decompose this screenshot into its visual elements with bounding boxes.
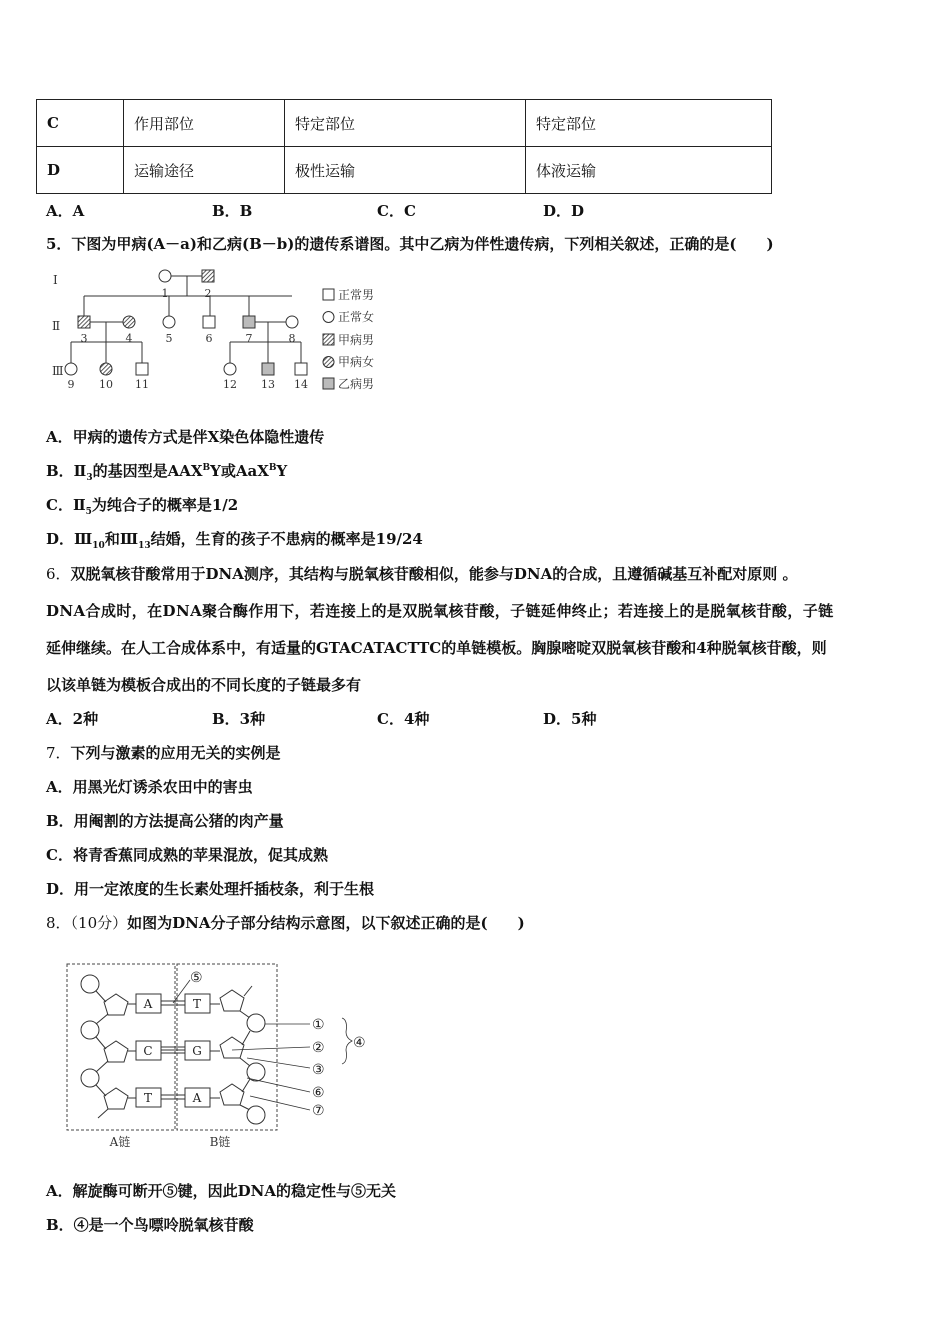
- table-cell: D: [37, 147, 124, 194]
- q5-option-c: C．$Ⅱ_5$为纯合子的概率是1/2: [46, 496, 239, 517]
- q5-option-d: D．$Ⅲ_{10}$和$Ⅲ_{13}$结婚，生育的孩子不患病的概率是19/24: [46, 530, 423, 551]
- legend-label: 正常男: [338, 288, 375, 302]
- table-row: [37, 147, 772, 194]
- individual-2: [202, 270, 214, 282]
- individual-number: 10: [99, 378, 113, 391]
- legend-label: 乙病男: [338, 377, 375, 391]
- marker-4: ④: [353, 1035, 366, 1051]
- individual-number: 14: [294, 378, 308, 391]
- individual-number: 3: [80, 332, 88, 345]
- legend-symbol: [323, 312, 334, 323]
- individual-6: [203, 316, 215, 328]
- base-label: T: [143, 1091, 153, 1105]
- options-table: [36, 99, 772, 194]
- q5-stem: 5．下图为甲病(A－a)和乙病(B－b)的遗传系谱图。其中乙病为伴性遗传病，下列相关叙述，正确的是( ): [46, 235, 774, 253]
- q6-line-2: DNA合成时，在DNA聚合酶作用下，若连接上的是双脱氧核苷酸，子链延伸终止；若连接上的是脱氧核苷酸，子链: [46, 602, 834, 620]
- individual-9: [65, 363, 77, 375]
- q5-option-b: B．$Ⅱ_3$的基因型是$AAX^BY$或AaX$^B$Y: [46, 462, 288, 483]
- table-cell: 极性运输: [285, 147, 526, 194]
- individual-7: [243, 316, 255, 328]
- legend-label: 甲病男: [338, 333, 375, 347]
- table-cell: C: [37, 100, 124, 147]
- individual-8: [286, 316, 298, 328]
- individual-14: [295, 363, 307, 375]
- individual-number: 5: [165, 332, 173, 345]
- individual-11: [136, 363, 148, 375]
- table-cell: 特定部位: [526, 100, 772, 147]
- table-cell: 作用部位: [124, 100, 285, 147]
- q8-stem: 8．（10分）如图为DNA分子部分结构示意图，以下叙述正确的是( ): [46, 914, 525, 932]
- legend-label: 正常女: [338, 310, 375, 324]
- q7-option-a: A．用黑光灯诱杀农田中的害虫: [46, 778, 253, 796]
- individual-3: [78, 316, 90, 328]
- q6-choice-c: C．4种: [377, 710, 430, 728]
- individual-number: 12: [223, 378, 237, 391]
- q6-line-1: 6．双脱氧核苷酸常用于DNA测序，其结构与脱氧核苷酸相似，能参与DNA的合成，且遵循碱基互补配对原则 。: [46, 565, 798, 583]
- legend-label: 甲病女: [338, 355, 375, 369]
- q4-choice-c: C．C: [377, 202, 416, 220]
- table-cell: 体液运输: [526, 147, 772, 194]
- chain-label: B链: [209, 1135, 231, 1149]
- q7-option-b: B．用阉割的方法提高公猪的肉产量: [46, 812, 284, 830]
- marker-1: ①: [312, 1017, 325, 1033]
- marker-7: ⑦: [312, 1103, 325, 1119]
- q6-line-4: 以该单链为模板合成出的不同长度的子链最多有: [46, 676, 362, 694]
- individual-number: 8: [288, 332, 296, 345]
- marker-5: ⑤: [190, 970, 203, 986]
- generation-label: Ⅲ: [52, 364, 64, 378]
- table-cell: 运输途径: [124, 147, 285, 194]
- individual-number: 13: [261, 378, 275, 391]
- q4-choice-a: A．A: [46, 202, 85, 220]
- q6-line-3: 延伸继续。在人工合成体系中，有适量的GTACATACTTC的单链模板。胸腺嘧啶双脱氧核苷酸和4种脱氧核苷酸，则: [46, 639, 827, 657]
- marker-2: ②: [312, 1040, 325, 1056]
- generation-label: Ⅰ: [53, 273, 58, 287]
- q7-option-d: D．用一定浓度的生长素处理扦插枝条，利于生根: [46, 880, 375, 898]
- generation-label: Ⅱ: [52, 319, 61, 333]
- table-row: [37, 100, 772, 147]
- individual-number: 1: [161, 287, 169, 300]
- individual-number: 11: [135, 378, 149, 391]
- base-label: C: [143, 1044, 153, 1058]
- legend-symbol: [323, 289, 334, 300]
- dna-structure-diagram: [60, 958, 380, 1153]
- legend-symbol: [323, 378, 334, 389]
- individual-12: [224, 363, 236, 375]
- table-cell: 特定部位: [285, 100, 526, 147]
- base-label: G: [192, 1044, 202, 1058]
- q6-choice-d: D．5种: [543, 710, 597, 728]
- individual-4: [123, 316, 135, 328]
- individual-5: [163, 316, 175, 328]
- q6-choice-b: B．3种: [212, 710, 266, 728]
- legend-symbol: [323, 357, 334, 368]
- base-label: A: [143, 997, 153, 1011]
- q5-option-a: A．甲病的遗传方式是伴X染色体隐性遗传: [46, 428, 325, 446]
- chain-label: A链: [109, 1135, 131, 1149]
- q8-option-b: B．④是一个鸟嘌呤脱氧核苷酸: [46, 1216, 254, 1234]
- individual-number: 6: [205, 332, 213, 345]
- q6-choice-a: A．2种: [46, 710, 99, 728]
- marker-6: ⑥: [312, 1085, 325, 1101]
- individual-number: 2: [204, 287, 212, 300]
- legend-symbol: [323, 334, 334, 345]
- base-label: A: [192, 1091, 202, 1105]
- q7-stem: 7．下列与激素的应用无关的实例是: [46, 744, 281, 762]
- q4-choice-d: D．D: [543, 202, 585, 220]
- q7-option-c: C．将青香蕉同成熟的苹果混放，促其成熟: [46, 846, 328, 864]
- individual-10: [100, 363, 112, 375]
- q8-option-a: A．解旋酶可断开⑤键，因此DNA的稳定性与⑤无关: [46, 1182, 396, 1200]
- marker-3: ③: [312, 1062, 325, 1078]
- individual-13: [262, 363, 274, 375]
- individual-number: 9: [67, 378, 75, 391]
- q4-choice-b: B．B: [212, 202, 253, 220]
- individual-number: 4: [125, 332, 133, 345]
- pedigree-chart: [40, 262, 400, 397]
- base-label: T: [192, 997, 202, 1011]
- individual-number: 7: [245, 332, 253, 345]
- individual-1: [159, 270, 171, 282]
